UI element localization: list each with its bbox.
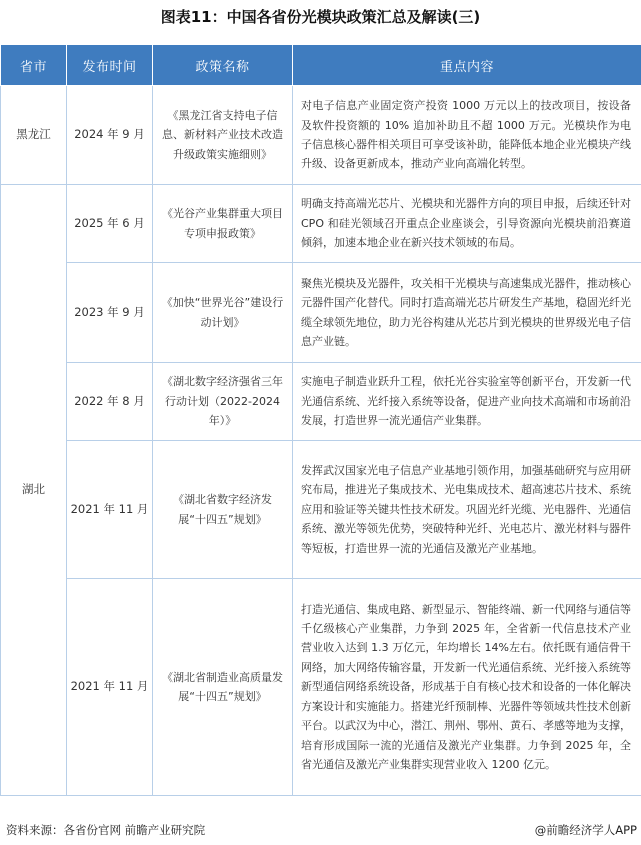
date-cell: 2021 年 11 月 (67, 441, 153, 579)
date-cell: 2024 年 9 月 (67, 86, 153, 185)
province-cell: 湖北 (1, 185, 67, 796)
table-row (1, 441, 641, 579)
table-row (1, 263, 641, 363)
date-cell: 2021 年 11 月 (67, 579, 153, 796)
date-cell: 2023 年 9 月 (67, 263, 153, 363)
source-note: 资料来源：各省份官网 前瞻产业研究院 (6, 823, 206, 837)
header-content: 重点内容 (293, 45, 641, 86)
policy-cell: 《湖北省制造业高质量发展“十四五”规划》 (153, 579, 293, 796)
table-row (1, 579, 641, 796)
policy-cell: 《湖北省数字经济发展“十四五”规划》 (153, 441, 293, 579)
content-cell: 打造光通信、集成电路、新型显示、智能终端、新一代网络与通信等千亿级核心产业集群，力争到 2025 年，全省新一代信息技术产业营业收入达到 1.3 万亿元，年均增长 14%左右。依托既有通信骨干网络，加大网络传输容量，开发新一代光通信系统、光纤接入系统等新型通信网络系统设备，形成基于自有核心技术和设备的一体化解决方案设计和实施能力。搭建光纤预制棒、光器件等领域共性技术创新平台。以武汉为中心，潜江、荆州、鄂州、黄石、孝感等地为支撑，培育形成国际一流的光通信及激光产业集群。力争到 2025 年，全省光通信及激光产业集群实现营业收入 1200 亿元。 (293, 579, 641, 796)
policy-cell: 《黑龙江省支持电子信息、新材料产业技术改造升级政策实施细则》 (153, 86, 293, 185)
brand-credit: @前瞻经济学人APP (534, 823, 637, 837)
header-date: 发布时间 (67, 45, 153, 86)
policy-cell: 《光谷产业集群重大项目专项申报政策》 (153, 185, 293, 263)
table-row (1, 185, 641, 263)
policy-cell: 《加快“世界光谷”建设行动计划》 (153, 263, 293, 363)
province-cell: 黑龙江 (1, 86, 67, 185)
content-cell: 聚焦光模块及光器件，攻关相干光模块与高速集成光器件，推动核心元器件国产化替代。同时打造高端光芯片研发生产基地，稳固光纤光缆全球领先地位，助力光谷构建从光芯片到光模块的世界级光电子信息产业链。 (293, 263, 641, 363)
chart-title: 图表11：中国各省份光模块政策汇总及解读(三) (160, 8, 481, 26)
content-cell: 对电子信息产业固定资产投资 1000 万元以上的技改项目，按设备及软件投资额的 10% 追加补助且不超 1000 万元。光模块作为电子信息核心器件相关项目可享受该补助，能降低本地企业光模块产线升级、设备更新成本，推动产业向高端化转型。 (293, 86, 641, 185)
content-cell: 实施电子制造业跃升工程，依托光谷实验室等创新平台，开发新一代光通信系统、光纤接入系统等设备，促进产业向技术高端和市场前沿发展，打造世界一流光通信产业集群。 (293, 363, 641, 441)
date-cell: 2025 年 6 月 (67, 185, 153, 263)
table-header-row (1, 45, 641, 86)
date-cell: 2022 年 8 月 (67, 363, 153, 441)
policy-cell: 《湖北数字经济强省三年行动计划（2022-2024年）》 (153, 363, 293, 441)
header-policy: 政策名称 (153, 45, 293, 86)
table-row (1, 86, 641, 185)
content-cell: 明确支持高端光芯片、光模块和光器件方向的项目申报，后续还针对 CPO 和硅光领域召开重点企业座谈会，引导资源向光模块前沿赛道倾斜，加速本地企业在新兴技术领域的布局。 (293, 185, 641, 263)
policy-table (0, 44, 641, 796)
content-cell: 发挥武汉国家光电子信息产业基地引领作用，加强基础研究与应用研究布局，推进光子集成技术、光电集成技术、超高速芯片技术、系统应用和验证等关键共性技术研发。巩固光纤光缆、光电器件、光通信系统、激光等领先优势，突破特种光纤、光电芯片、激光材料与器件等短板，打造世界一流的光通信及激光产业基地。 (293, 441, 641, 579)
header-province: 省市 (1, 45, 67, 86)
table-row (1, 363, 641, 441)
